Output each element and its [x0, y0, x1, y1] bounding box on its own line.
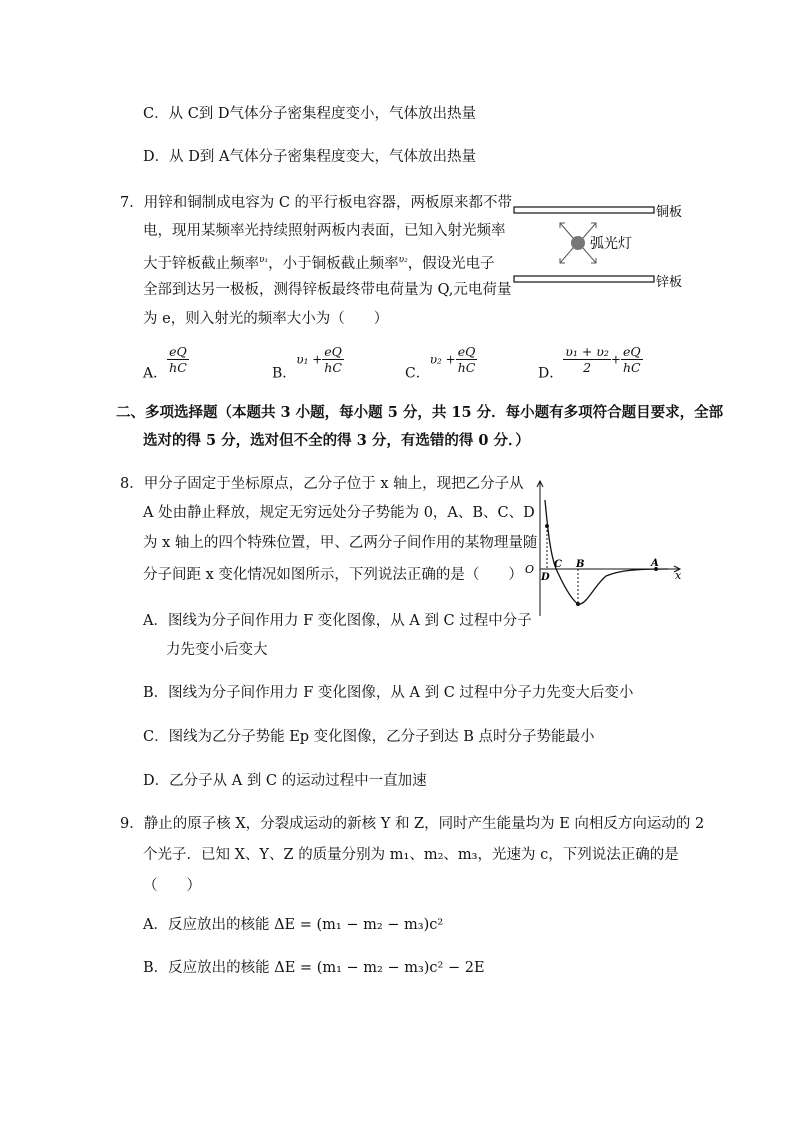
point-c-label: C [554, 559, 562, 570]
q7-line-3-c: ，假设光电子 [407, 255, 495, 272]
copper-label: 铜板 [656, 205, 683, 220]
q7-d-fraction-1 [563, 344, 611, 375]
arc-lamp-icon [571, 236, 585, 250]
q9-line-3: （ ） [143, 878, 201, 894]
q7-d-den1: 2 [583, 360, 592, 375]
q9-line-1: 9．静止的原子核 X，分裂成运动的新核 Y 和 Z，同时产生能量均为 E 向相反方向运动的 2 [120, 816, 705, 832]
q7-a-den: hC [169, 360, 187, 375]
q6-option-d: D．从 D到 A气体分子密集程度变大，气体放出热量 [143, 149, 476, 165]
q6-option-c: C．从 C到 D气体分子密集程度变小，气体放出热量 [143, 106, 477, 122]
zinc-label: 锌板 [656, 275, 683, 290]
q7-a-num: eQ [169, 344, 187, 359]
q7-b-prefix: υ₁ + [296, 352, 323, 367]
point-b-label: B [576, 559, 585, 570]
q7-line-2: 电，现用某频率光持续照射两板内表面，已知入射光频率 [143, 223, 506, 239]
x-axis-label: x [675, 569, 682, 582]
q7-d-den2: hC [622, 360, 641, 375]
q7-option-a [143, 344, 189, 383]
q8-option-b: B．图线为分子间作用力 F 变化图像，从 A 到 C 过程中分子力先变大后变小 [143, 685, 634, 701]
origin-label: O [525, 563, 535, 576]
point-d-label: D [541, 572, 550, 583]
copper-plate [514, 207, 654, 213]
q7-option-d [538, 344, 643, 383]
q8-option-c: C．图线为乙分子势能 Ep 变化图像，乙分子到达 B 点时分子势能最小 [143, 729, 595, 745]
q8-line-2: A 处由静止释放，规定无穷远处分子势能为 0，A、B、C、D [143, 505, 535, 521]
zinc-plate [514, 276, 654, 282]
q8-option-a-line-1: A．图线为分子间作用力 F 变化图像，从 A 到 C 过程中分子 [143, 613, 532, 629]
q7-b-den: hC [324, 360, 342, 375]
q7-c-label: C． [405, 365, 430, 382]
q8-line-1: 8．甲分子固定于坐标原点，乙分子位于 x 轴上，现把乙分子从 [120, 476, 524, 492]
nu1-symbol: υ₁ [259, 255, 269, 265]
q8-line-3: 为 x 轴上的四个特殊位置，甲、乙两分子间作用的某物理量随 [143, 535, 538, 551]
q7-d-fraction-2 [621, 344, 643, 375]
q7-line-4: 全部到达另一极板，测得锌板最终带电荷量为 Q,元电荷量 [143, 282, 512, 298]
q7-b-num: eQ [324, 344, 342, 359]
point-b-marker [576, 602, 580, 606]
q9-line-2: 个光子．已知 X、Y、Z 的质量分别为 m₁、m₂、m₃，光速为 c，下列说法正确的是 [143, 847, 679, 863]
q7-option-b [272, 344, 344, 383]
q7-d-plus: + [610, 352, 621, 367]
curve [545, 500, 668, 604]
q7-c-den: hC [457, 360, 476, 375]
section-2-header-line-2: 选对的得 5 分，选对但不全的得 3 分，有选错的得 0 分．） [143, 432, 530, 449]
nu2-symbol: υ₂ [398, 255, 408, 265]
q7-d-num2: eQ [622, 344, 641, 359]
q9-option-b: B．反应放出的核能 ΔE = (m₁ − m₂ − m₃)c² − 2E [143, 960, 485, 976]
q7-c-fraction [456, 344, 478, 375]
q7-c-prefix: υ₂ + [429, 352, 456, 367]
q8-option-d: D．乙分子从 A 到 C 的运动过程中一直加速 [143, 773, 427, 789]
q7-line-3-a: 大于锌板截止频率 [143, 255, 259, 272]
q7-d-label: D． [538, 365, 564, 382]
q7-line-3-b: ，小于铜板截止频率 [268, 255, 399, 272]
q7-d-num1: υ₁ + υ₂ [565, 344, 609, 359]
q8-line-4: 分子间距 x 变化情况如图所示，下列说法正确的是（ ） [143, 567, 523, 583]
q7-a-label: A． [143, 365, 168, 382]
section-2-header-line-1: 二、多项选择题（本题共 3 小题，每小题 5 分，共 15 分．每小题有多项符合题目要求，全部 [116, 404, 724, 421]
q8-option-a-line-2: 力先变小后变大 [166, 642, 268, 658]
q7-b-label: B． [272, 365, 297, 382]
q7-option-c [405, 344, 477, 383]
point-d-marker [545, 524, 549, 528]
q7-c-num: eQ [457, 344, 476, 359]
q7-b-fraction [322, 344, 344, 375]
q7-line-1: 7．用锌和铜制成电容为 C 的平行板电容器，两板原来都不带 [120, 195, 513, 211]
q9-option-a: A．反应放出的核能 ΔE = (m₁ − m₂ − m₃)c² [143, 917, 444, 933]
q7-line-3 [143, 250, 495, 274]
lamp-label: 弧光灯 [590, 236, 632, 252]
capacitor-figure [510, 198, 690, 294]
q7-a-fraction [167, 344, 189, 375]
point-a-label: A [651, 558, 659, 569]
q7-line-5: 为 e，则入射光的频率大小为（ ） [143, 311, 389, 327]
q8-graph [520, 478, 690, 618]
